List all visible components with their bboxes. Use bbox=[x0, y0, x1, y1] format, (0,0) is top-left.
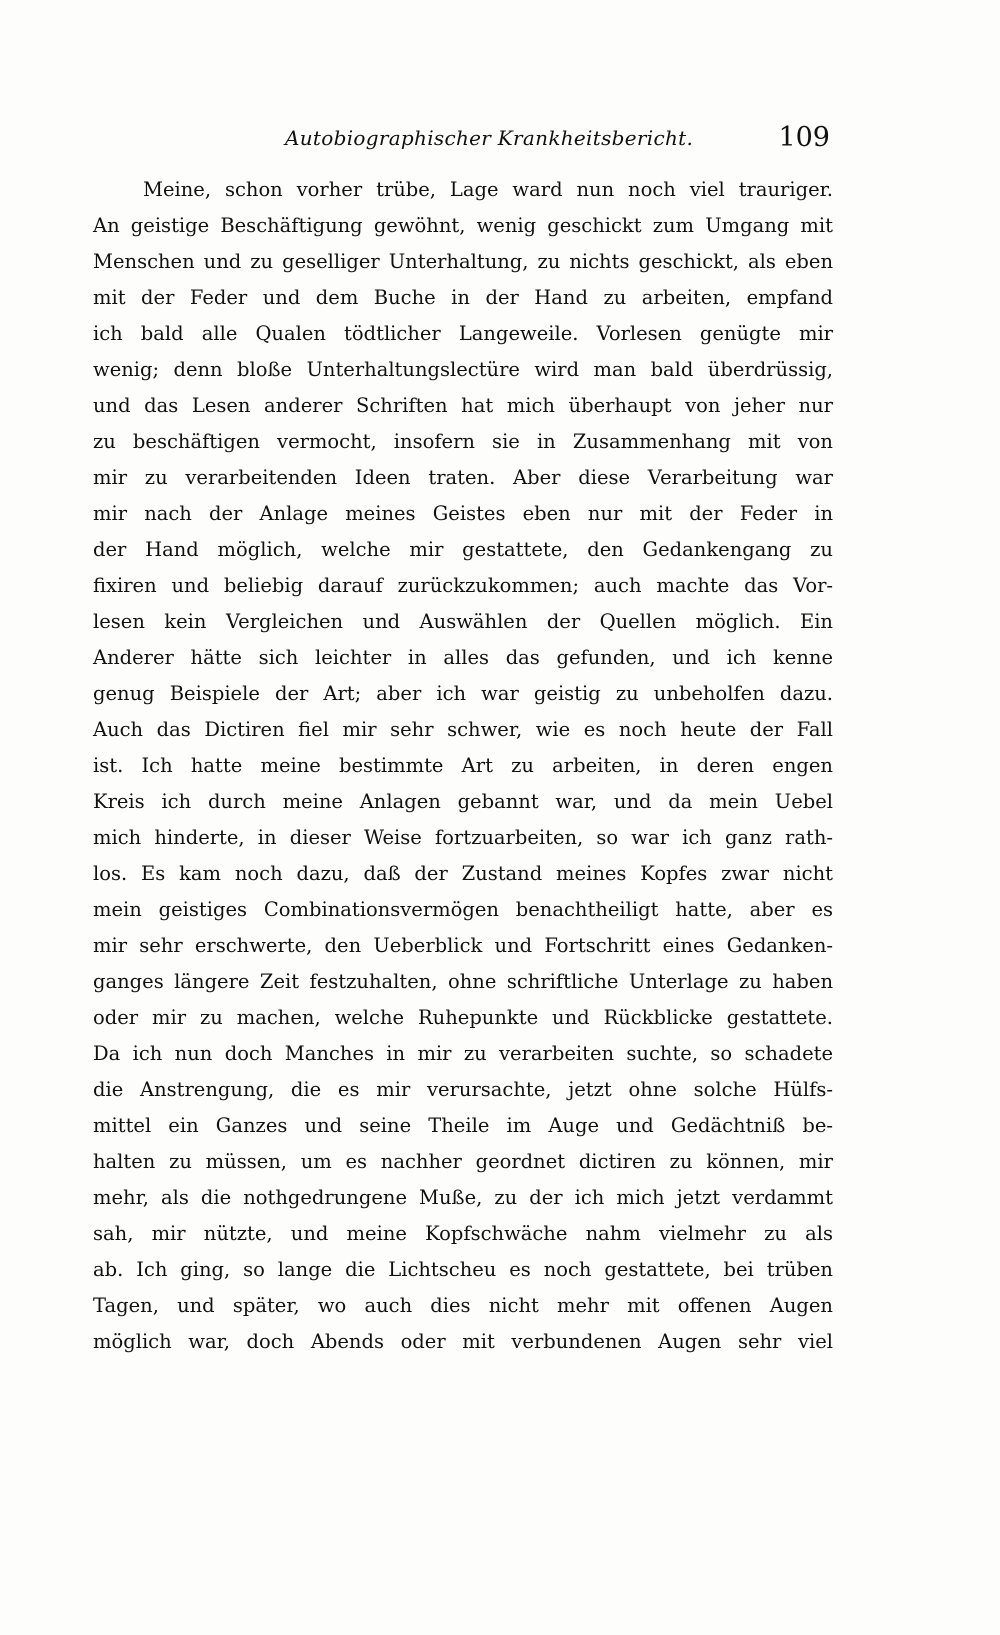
text-line: ich bald alle Qualen tödtlicher Langeweile. Vorlesen genügte mir bbox=[93, 322, 833, 345]
text-line: die Anstrengung, die es mir verursachte, jetzt ohne solche Hülfs- bbox=[93, 1078, 833, 1101]
text-line: Auch das Dictiren fiel mir sehr schwer, wie es noch heute der Fall bbox=[93, 718, 833, 741]
text-line: oder mir zu machen, welche Ruhepunkte und Rückblicke gestattete. bbox=[93, 1006, 833, 1029]
text-line: ganges längere Zeit festzuhalten, ohne schriftliche Unterlage zu haben bbox=[93, 970, 833, 993]
text-line: mein geistiges Combinationsvermögen benachtheiligt hatte, aber es bbox=[93, 898, 833, 921]
text-line: lesen kein Vergleichen und Auswählen der Quellen möglich. Ein bbox=[93, 610, 833, 633]
text-line: mich hinderte, in dieser Weise fortzuarbeiten, so war ich ganz rath- bbox=[93, 826, 833, 849]
text-line: wenig; denn bloße Unterhaltungslectüre wird man bald überdrüssig, bbox=[93, 358, 833, 381]
text-line: ab. Ich ging, so lange die Lichtscheu es noch gestattete, bei trüben bbox=[93, 1258, 833, 1281]
text-line: halten zu müssen, um es nachher geordnet dictiren zu können, mir bbox=[93, 1150, 833, 1173]
text-line: und das Lesen anderer Schriften hat mich überhaupt von jeher nur bbox=[93, 394, 833, 417]
text-line: zu beschäftigen vermocht, insofern sie in Zusammenhang mit von bbox=[93, 430, 833, 453]
text-line: fixiren und beliebig darauf zurückzukommen; auch machte das Vor- bbox=[93, 574, 833, 597]
text-line: sah, mir nützte, und meine Kopfschwäche nahm vielmehr zu als bbox=[93, 1222, 833, 1245]
text-line: Anderer hätte sich leichter in alles das gefunden, und ich kenne bbox=[93, 646, 833, 669]
text-line: mit der Feder und dem Buche in der Hand zu arbeiten, empfand bbox=[93, 286, 833, 309]
header-title: Autobiographischer Krankheitsbericht. bbox=[285, 126, 694, 150]
text-line: mir sehr erschwerte, den Ueberblick und Fortschritt eines Gedanken- bbox=[93, 934, 833, 957]
page-number: 109 bbox=[778, 122, 830, 153]
running-header bbox=[95, 118, 830, 158]
text-line: möglich war, doch Abends oder mit verbundenen Augen sehr viel bbox=[93, 1330, 833, 1353]
text-line: mittel ein Ganzes und seine Theile im Auge und Gedächtniß be- bbox=[93, 1114, 833, 1137]
text-line: Tagen, und später, wo auch dies nicht mehr mit offenen Augen bbox=[93, 1294, 833, 1317]
text-line: Meine, schon vorher trübe, Lage ward nun noch viel trauriger. bbox=[143, 178, 833, 201]
text-line: Menschen und zu geselliger Unterhaltung, zu nichts geschickt, als eben bbox=[93, 250, 833, 273]
text-line: ist. Ich hatte meine bestimmte Art zu arbeiten, in deren engen bbox=[93, 754, 833, 777]
text-line: los. Es kam noch dazu, daß der Zustand meines Kopfes zwar nicht bbox=[93, 862, 833, 885]
text-line: Da ich nun doch Manches in mir zu verarbeiten suchte, so schadete bbox=[93, 1042, 833, 1065]
text-line: mehr, als die nothgedrungene Muße, zu der ich mich jetzt verdammt bbox=[93, 1186, 833, 1209]
body-text bbox=[93, 172, 833, 1360]
text-line: An geistige Beschäftigung gewöhnt, wenig geschickt zum Umgang mit bbox=[93, 214, 833, 237]
text-line: Kreis ich durch meine Anlagen gebannt war, und da mein Uebel bbox=[93, 790, 833, 813]
text-line: genug Beispiele der Art; aber ich war geistig zu unbeholfen dazu. bbox=[93, 682, 833, 705]
text-line: der Hand möglich, welche mir gestattete, den Gedankengang zu bbox=[93, 538, 833, 561]
text-line: mir zu verarbeitenden Ideen traten. Aber diese Verarbeitung war bbox=[93, 466, 833, 489]
text-line: mir nach der Anlage meines Geistes eben nur mit der Feder in bbox=[93, 502, 833, 525]
